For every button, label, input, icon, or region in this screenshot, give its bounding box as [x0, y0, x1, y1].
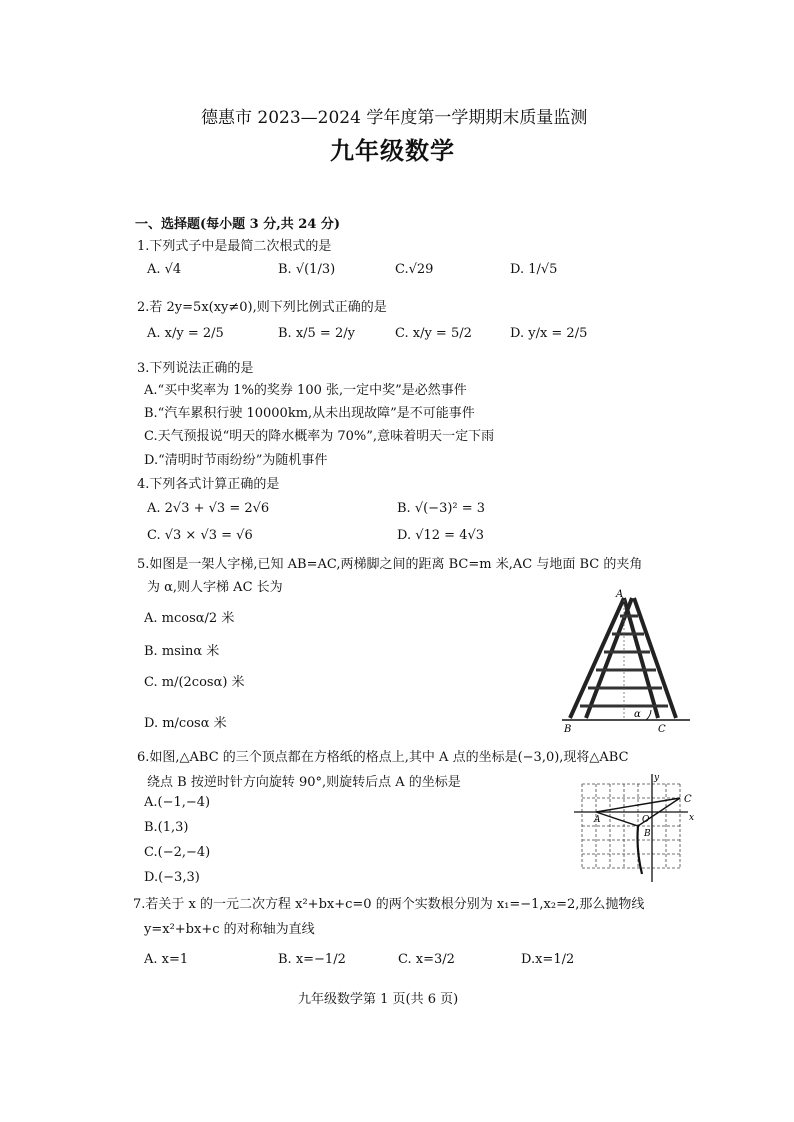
question-3-option-a: A.“买中奖率为 1%的奖券 100 张,一定中奖”是必然事件 [144, 383, 467, 398]
question-5-stem: 5.如图是一架人字梯,已知 AB=AC,两梯脚之间的距离 BC=m 米,AC 与地面 BC 的夹角 [137, 557, 643, 572]
question-7-option-a: A. x=1 [144, 952, 189, 967]
question-6-option-c: C.(−2,−4) [144, 845, 211, 860]
question-6-option-d: D.(−3,3) [144, 870, 200, 885]
question-1-stem: 1.下列式子中是最简二次根式的是 [137, 239, 332, 254]
grid-label-a: A [594, 815, 601, 825]
question-1-option-a: A. √4 [147, 262, 182, 277]
question-7-option-c: C. x=3/2 [398, 952, 455, 967]
question-6-option-b: B.(1,3) [144, 820, 189, 835]
grid-label-b: B [644, 829, 651, 839]
question-3-option-c: C.天气预报说“明天的降水概率为 70%”,意味着明天一定下雨 [144, 429, 495, 444]
question-4-option-c: C. √3 × √3 = √6 [147, 528, 253, 543]
question-6-stem: 6.如图,△ABC 的三个顶点都在方格纸的格点上,其中 A 点的坐标是(−3,0),现将△ABC [137, 750, 629, 765]
ladder-label-c: C [658, 724, 666, 735]
question-7-option-d: D.x=1/2 [521, 952, 575, 967]
question-2-option-c: C. x/y = 5/2 [395, 326, 472, 341]
question-5-option-a: A. mcosα/2 米 [144, 611, 235, 626]
question-4-stem: 4.下列各式计算正确的是 [137, 477, 280, 492]
question-6-option-a: A.(−1,−4) [144, 795, 211, 810]
section-heading: 一、选择题(每小题 3 分,共 24 分) [135, 217, 341, 232]
question-4-option-b: B. √(−3)² = 3 [397, 501, 486, 516]
grid-lines [582, 784, 680, 868]
question-1-option-d: D. 1/√5 [510, 262, 558, 277]
ladder-figure [558, 588, 698, 736]
question-7-option-b: B. x=−1/2 [278, 952, 346, 967]
grid-figure [572, 770, 702, 890]
question-7-stem: 7.若关于 x 的一元二次方程 x²+bx+c=0 的两个实数根分别为 x₁=−1,x₂=2,那么抛物线 [133, 897, 645, 912]
question-2-option-d: D. y/x = 2/5 [510, 326, 588, 341]
question-1-option-b: B. √(1/3) [278, 262, 336, 277]
question-5-option-b: B. msinα 米 [144, 644, 220, 659]
question-5-option-c: C. m/(2cosα) 米 [144, 675, 245, 690]
question-5-stem-cont: 为 α,则人字梯 AC 长为 [147, 580, 283, 595]
ladder-label-a: A [616, 589, 624, 600]
question-4-option-a: A. 2√3 + √3 = 2√6 [147, 501, 270, 516]
question-3-stem: 3.下列说法正确的是 [137, 361, 254, 376]
question-2-stem: 2.若 2y=5x(xy≠0),则下列比例式正确的是 [137, 300, 387, 315]
question-6-stem-cont: 绕点 B 按逆时针方向旋转 90°,则旋转后点 A 的坐标是 [147, 775, 461, 790]
page-footer: 九年级数学第 1 页(共 6 页) [298, 992, 459, 1007]
question-5-option-d: D. m/cosα 米 [144, 716, 227, 731]
question-2-option-b: B. x/5 = 2/y [278, 326, 355, 341]
grid-label-x: x [689, 813, 695, 823]
grid-label-o: O [642, 815, 650, 825]
question-4-option-d: D. √12 = 4√3 [397, 528, 485, 543]
grid-label-y: y [654, 773, 660, 783]
question-2-option-a: A. x/y = 2/5 [147, 326, 224, 341]
ladder-label-b: B [564, 724, 572, 735]
angle-arc [646, 710, 651, 720]
exam-title: 德惠市 2023—2024 学年度第一学期期末质量监测 [201, 108, 588, 128]
question-7-stem-cont: y=x²+bx+c 的对称轴为直线 [144, 922, 315, 937]
subject-title: 九年级数学 [330, 136, 455, 165]
grid-label-c: C [684, 794, 692, 805]
question-1-option-c: C.√29 [395, 262, 434, 277]
question-3-option-b: B.“汽车累积行驶 10000km,从未出现故障”是不可能事件 [144, 406, 475, 421]
ladder-label-alpha: α [634, 709, 641, 720]
question-3-option-d: D.“清明时节雨纷纷”为随机事件 [144, 453, 328, 468]
